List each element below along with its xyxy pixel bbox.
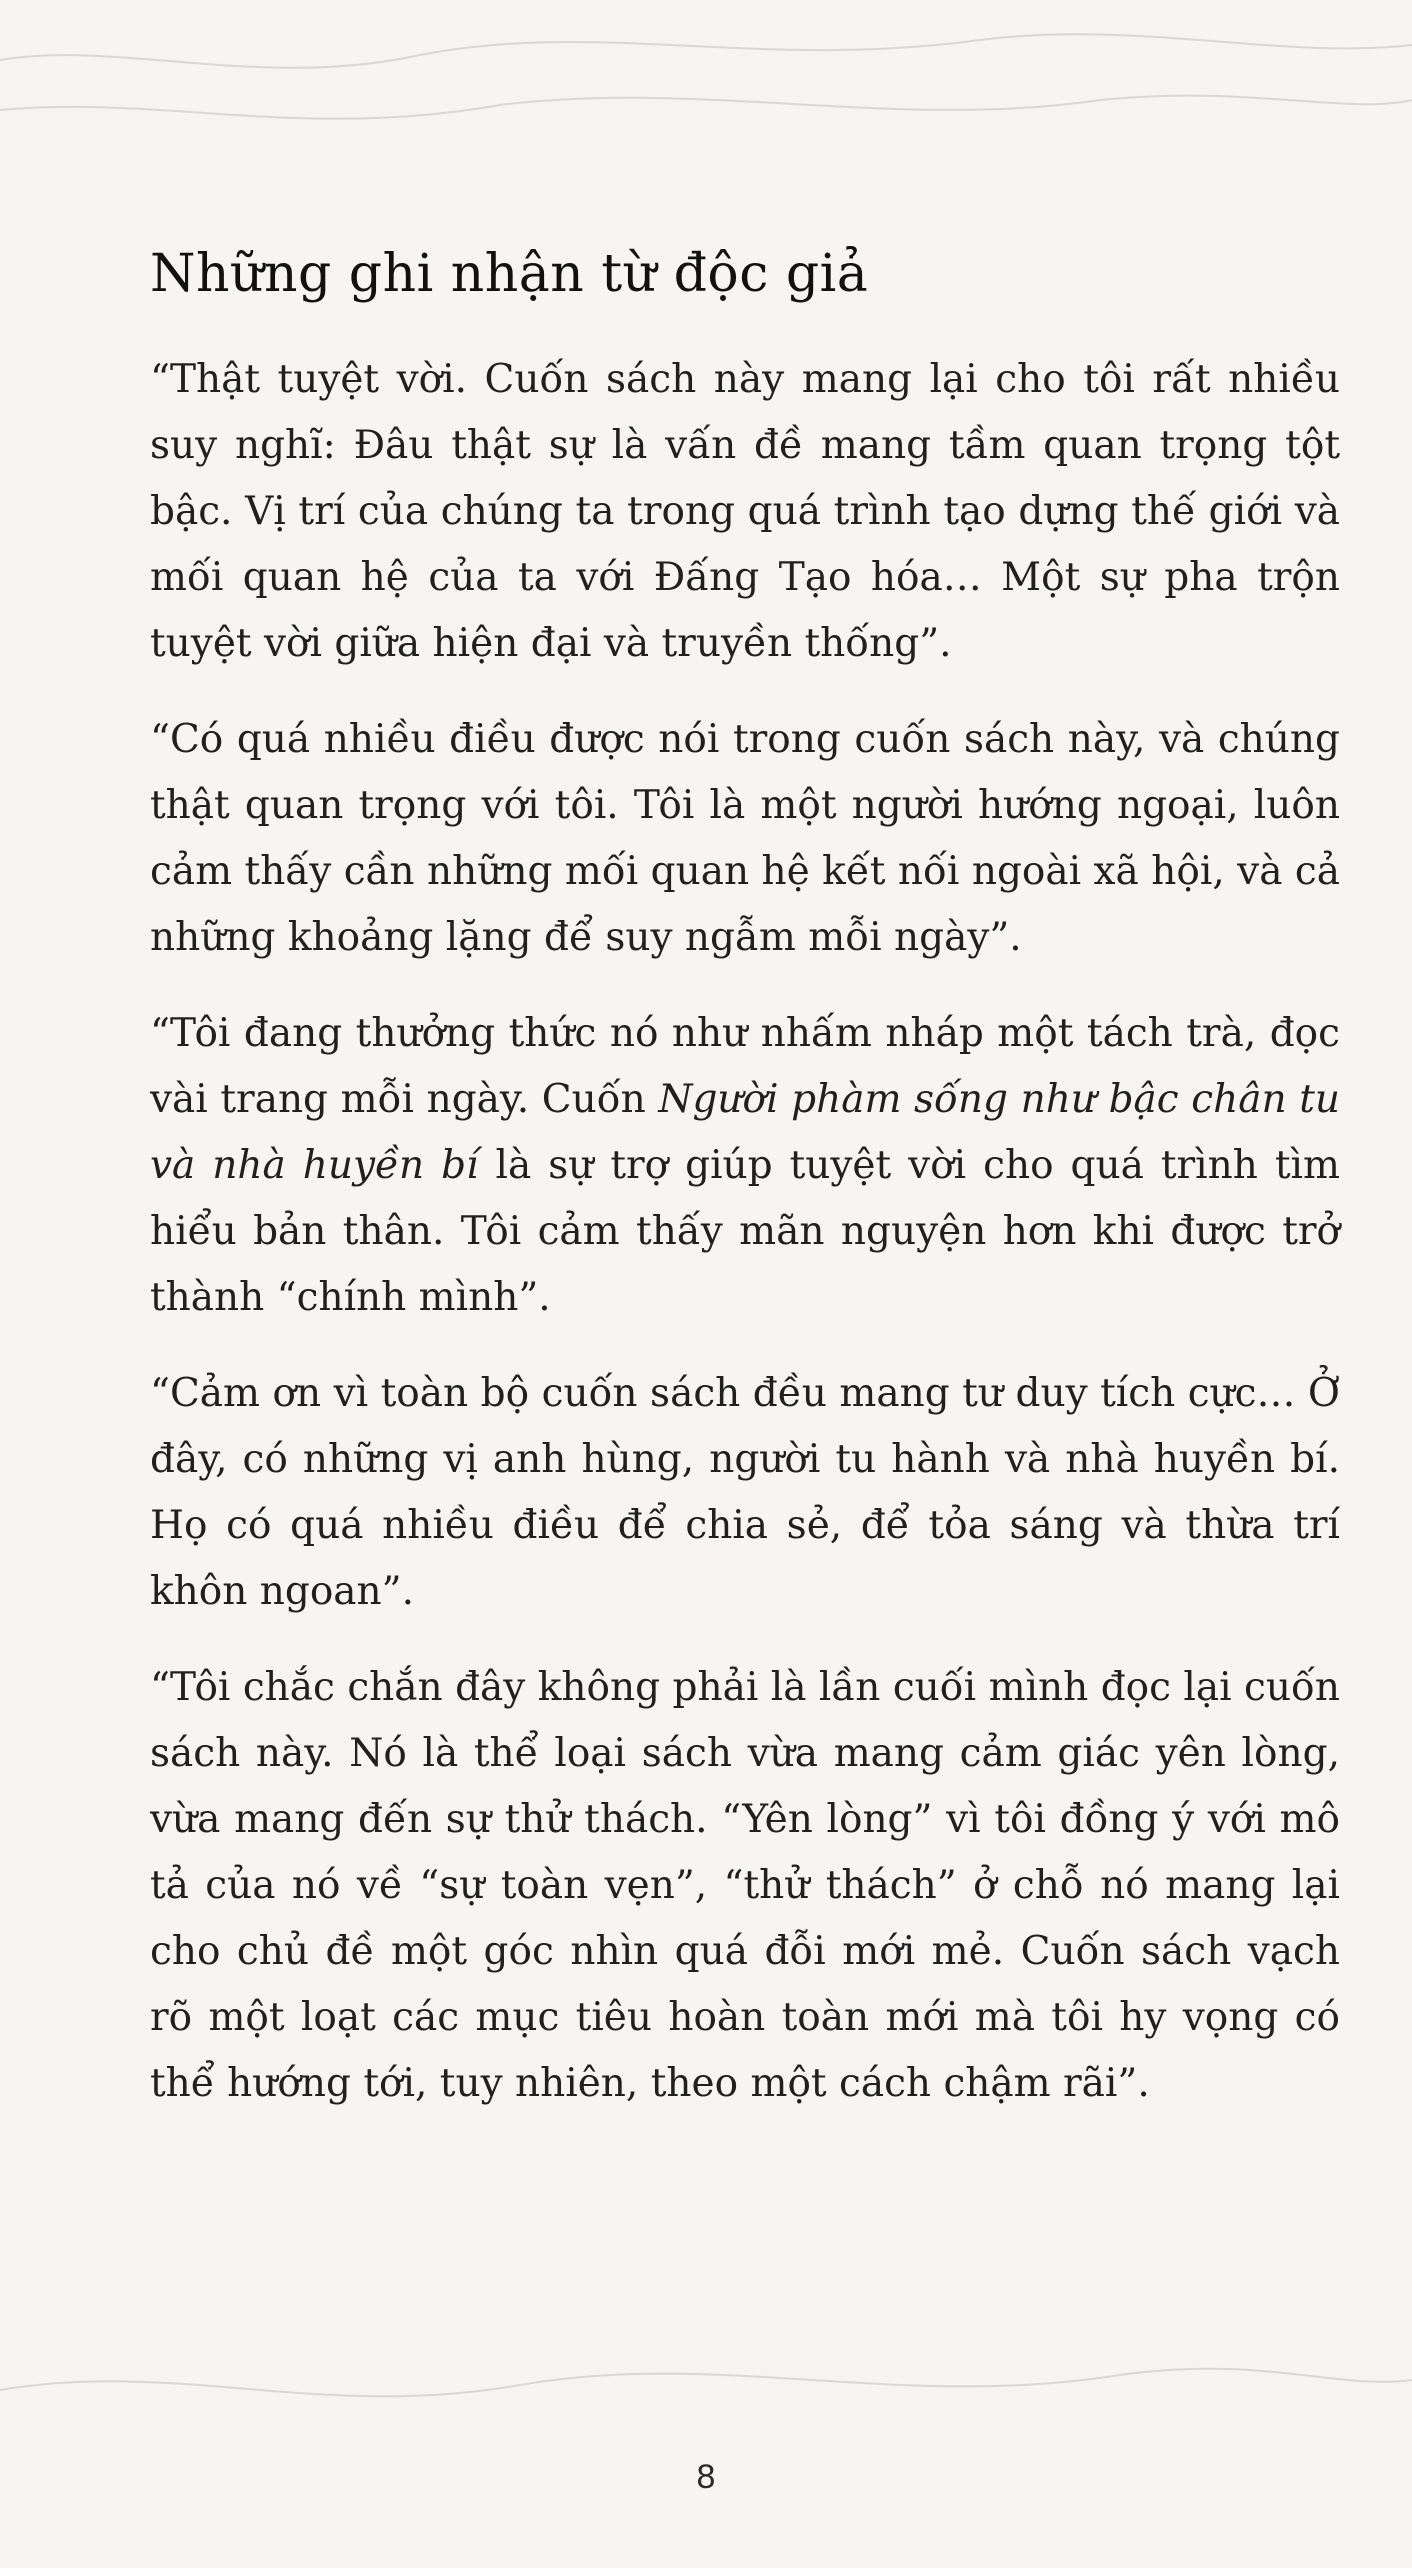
- review-text: là sự trợ giúp tuyệt vời cho quá trình tìm hiểu bản thân. Tôi cảm thấy mãn nguyện hơn khi được trở thành “chính mình”.: [150, 1142, 1340, 1320]
- book-page: [150, 245, 1340, 2117]
- reader-review: [150, 1361, 1340, 1625]
- reader-review: [150, 1655, 1340, 2117]
- review-text: “Có quá nhiều điều được nói trong cuốn sách này, và chúng thật quan trọng với tôi. Tôi là một người hướng ngoại, luôn cảm thấy cần những mối quan hệ kết nối ngoài xã hội, và cả những khoảng lặng để suy ngẫm mỗi ngày”.: [150, 716, 1340, 960]
- reader-review: [150, 347, 1340, 677]
- reader-reviews: [150, 347, 1340, 2117]
- reader-review: [150, 707, 1340, 971]
- review-text: “Tôi đang thưởng thức nó như nhấm nháp một tách trà, đọc vài trang mỗi ngày. Cuốn: [150, 1010, 1340, 1122]
- review-text: “Thật tuyệt vời. Cuốn sách này mang lại cho tôi rất nhiều suy nghĩ: Đâu thật sự là vấn đề mang tầm quan trọng tột bậc. Vị trí của chúng ta trong quá trình tạo dựng thế giới và mối quan hệ của ta với Đấng Tạo hóa… Một sự pha trộn tuyệt vời giữa hiện đại và truyền thống”.: [150, 356, 1340, 666]
- review-text: “Cảm ơn vì toàn bộ cuốn sách đều mang tư duy tích cực… Ở đây, có những vị anh hùng, người tu hành và nhà huyền bí. Họ có quá nhiều điều để chia sẻ, để tỏa sáng và thừa trí khôn ngoan”.: [150, 1370, 1340, 1614]
- book-title-italic: Người phàm sống như bậc chân tu và nhà huyền bí: [150, 1076, 1340, 1188]
- reader-review: [150, 1001, 1340, 1331]
- review-text: “Tôi chắc chắn đây không phải là lần cuối mình đọc lại cuốn sách này. Nó là thể loại sách vừa mang cảm giác yên lòng, vừa mang đến sự thử thách. “Yên lòng” vì tôi đồng ý với mô tả của nó về “sự toàn vẹn”, “thử thách” ở chỗ nó mang lại cho chủ đề một góc nhìn quá đỗi mới mẻ. Cuốn sách vạch rõ một loạt các mục tiêu hoàn toàn mới mà tôi hy vọng có thể hướng tới, tuy nhiên, theo một cách chậm rãi”.: [150, 1664, 1340, 2106]
- page-heading: Những ghi nhận từ độc giả: [150, 244, 869, 304]
- page-number: 8: [696, 2458, 716, 2496]
